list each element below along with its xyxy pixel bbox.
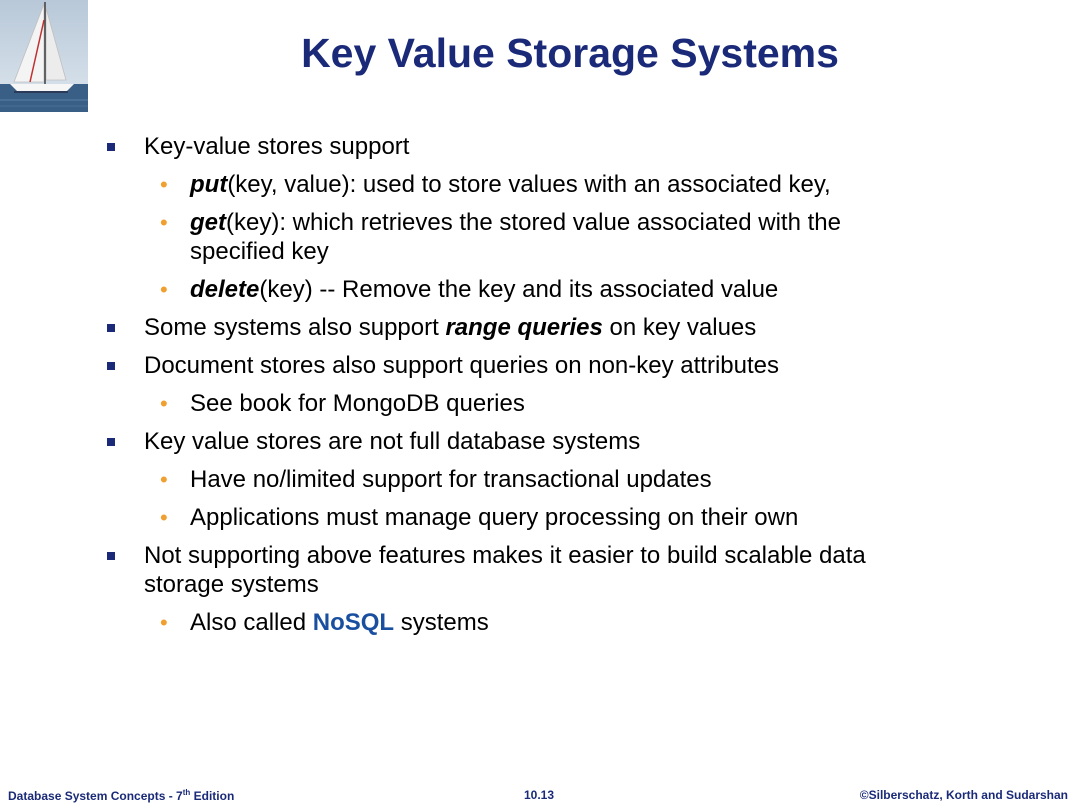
dot-bullet-icon: • — [160, 467, 168, 492]
dot-bullet-icon: • — [160, 210, 168, 235]
bullet-key-value-support: Key-value stores support — [0, 132, 1080, 161]
sub-bullet-mongodb: • See book for MongoDB queries — [160, 390, 525, 417]
footer-book-title: Database System Concepts - 7th Edition — [8, 788, 235, 803]
sub-bullet-query-processing: • Applications must manage query processing on their own — [160, 504, 799, 531]
square-bullet-icon — [107, 143, 115, 151]
footer-slide-number: 10.13 — [524, 788, 555, 802]
bullet-scalable: Not supporting above features makes it easier to build scalable data storage systems — [0, 541, 1080, 599]
square-bullet-icon — [107, 552, 115, 560]
slide-title: Key Value Storage Systems — [301, 30, 839, 76]
dot-bullet-icon: • — [160, 277, 168, 302]
dot-bullet-icon: • — [160, 391, 168, 416]
sub-bullet-transactions: • Have no/limited support for transactional updates — [160, 466, 712, 493]
dot-bullet-icon: • — [160, 172, 168, 197]
sub-bullet-get: • get(key): which retrieves the stored value associated with the specified key — [160, 209, 841, 265]
sub-bullet-put: • put(key, value): used to store values with an associated key, — [160, 171, 831, 198]
bullet-document-stores: Document stores also support queries on non-key attributes — [0, 351, 1080, 380]
bullet-not-full-db: Key value stores are not full database systems — [0, 427, 1080, 456]
sub-bullet-nosql: • Also called NoSQL systems — [160, 609, 489, 636]
dot-bullet-icon: • — [160, 505, 168, 530]
dot-bullet-icon: • — [160, 610, 168, 635]
square-bullet-icon — [107, 324, 115, 332]
sub-bullet-delete: • delete(key) -- Remove the key and its associated value — [160, 276, 779, 303]
bullet-range-queries: Some systems also support range queries on key values — [0, 313, 1080, 342]
square-bullet-icon — [107, 438, 115, 446]
square-bullet-icon — [107, 362, 115, 370]
footer-copyright: ©Silberschatz, Korth and Sudarshan — [859, 788, 1068, 802]
slide-body — [0, 132, 1080, 637]
